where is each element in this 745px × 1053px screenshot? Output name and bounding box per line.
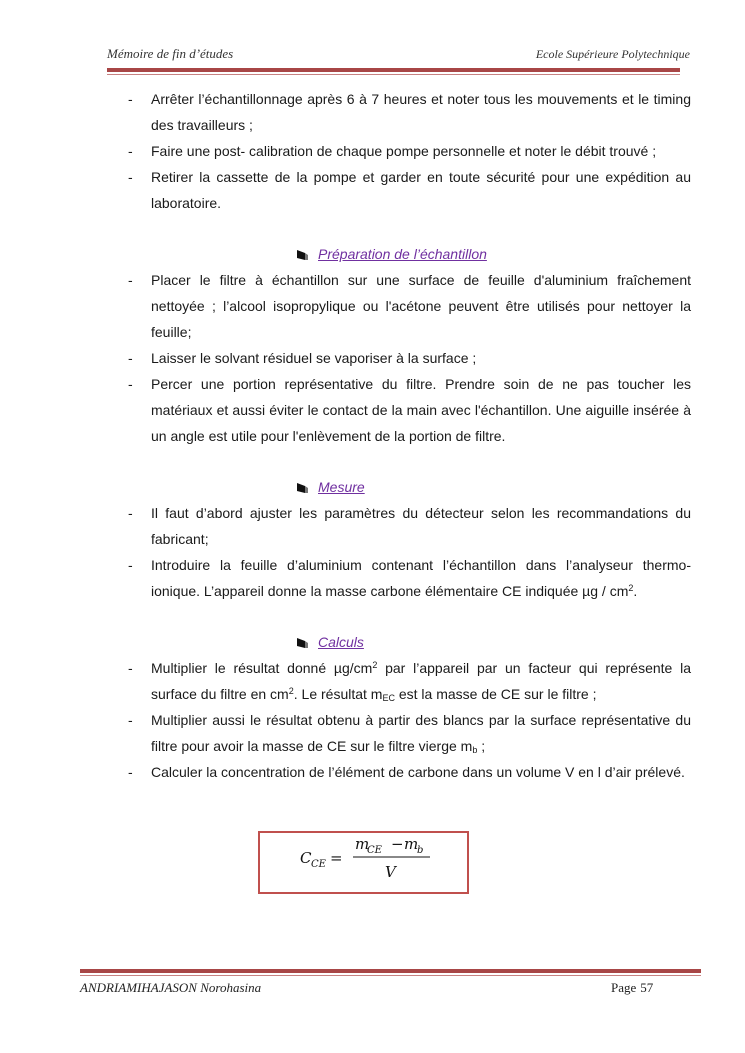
list-item: - Introduire la feuille d’aluminium contenant l’échantillon dans l’analyseur thermo-ionique. L’appareil donne la masse carbone élémentaire CE indiquée µg / $cm^2$.: [128, 557, 691, 599]
formula: [260, 833, 467, 892]
list-item: - Placer le filtre à échantillon sur une surface de feuille d'aluminium fraîchement nettoyée ; l’alcool isopropylique ou l'acétone peuvent être utilisés pour nettoyer la feuille;: [128, 272, 691, 340]
bullet-icon: [296, 481, 309, 494]
section-heading-preparation: Préparation de l’échantillon: [128, 241, 691, 267]
svg-text:m: m: [404, 835, 419, 853]
list-item: - Arrêter l’échantillonnage après 6 à 7 heures et noter tous les mouvements et le timing des travailleurs ;: [128, 91, 691, 133]
list-item: - Multiplier le résultat donné $\mu g/cm^2$ par l’appareil par un facteur qui représente la surface du filtre en $cm^2$. Le résultat $m_{EC}$ est la masse de CE sur le filtre ;: [128, 660, 691, 703]
header-right: Ecole Supérieure Polytechnique: [535, 47, 690, 61]
svg-text:=: =: [330, 849, 343, 867]
svg-text:−: −: [391, 835, 404, 853]
list-item: - Calculer la concentration de l’élément de carbone dans un volume V en l d’air prélevé.: [128, 764, 685, 780]
list-item: - Il faut d’abord ajuster les paramètres du détecteur selon les recommandations du fabricant;: [128, 505, 691, 547]
svg-text:CE: CE: [311, 859, 326, 870]
bullet-icon: [296, 636, 309, 649]
section-heading-mesure: Mesure: [128, 474, 691, 500]
section-heading-calculs: Calculs: [128, 629, 691, 655]
svg-text:b: b: [417, 845, 424, 856]
list-item: - Multiplier aussi le résultat obtenu à partir des blancs par la surface représentative du filtre pour avoir la masse de CE sur le filtre vierge $m_b$ ;: [128, 712, 691, 755]
bullet-icon: [296, 248, 309, 261]
page-number: 57: [640, 980, 654, 995]
header-rule: [107, 68, 680, 72]
formula-box: [258, 831, 469, 894]
list-item: - Faire une post- calibration de chaque pompe personnelle et noter le débit trouvé ;: [128, 143, 657, 159]
footer-rule-thin: [80, 975, 701, 976]
svg-text:C: C: [300, 849, 312, 867]
footer-author: ANDRIAMIHAJASON Norohasina: [80, 980, 262, 995]
footer-rule: [80, 969, 701, 973]
page-content: [128, 86, 691, 785]
list-item: - Laisser le solvant résiduel se vaporiser à la surface ;: [128, 350, 477, 366]
list-item: - Percer une portion représentative du filtre. Prendre soin de ne pas toucher les matériaux et aussi éviter le contact de la main avec l'échantillon. Une aiguille insérée à un angle est utile pour l'enlèvement de la portion de filtre.: [128, 376, 691, 444]
list-item: - Retirer la cassette de la pompe et garder en toute sécurité pour une expédition au laboratoire.: [128, 169, 691, 211]
header-left: Mémoire de fin d’études: [107, 46, 234, 61]
page-label: Page: [611, 980, 637, 995]
svg-text:CE: CE: [367, 845, 382, 856]
svg-text:m: m: [355, 835, 370, 853]
footer-page: [611, 980, 653, 996]
header-rule-thin: [107, 74, 680, 75]
svg-text:V: V: [385, 863, 396, 881]
